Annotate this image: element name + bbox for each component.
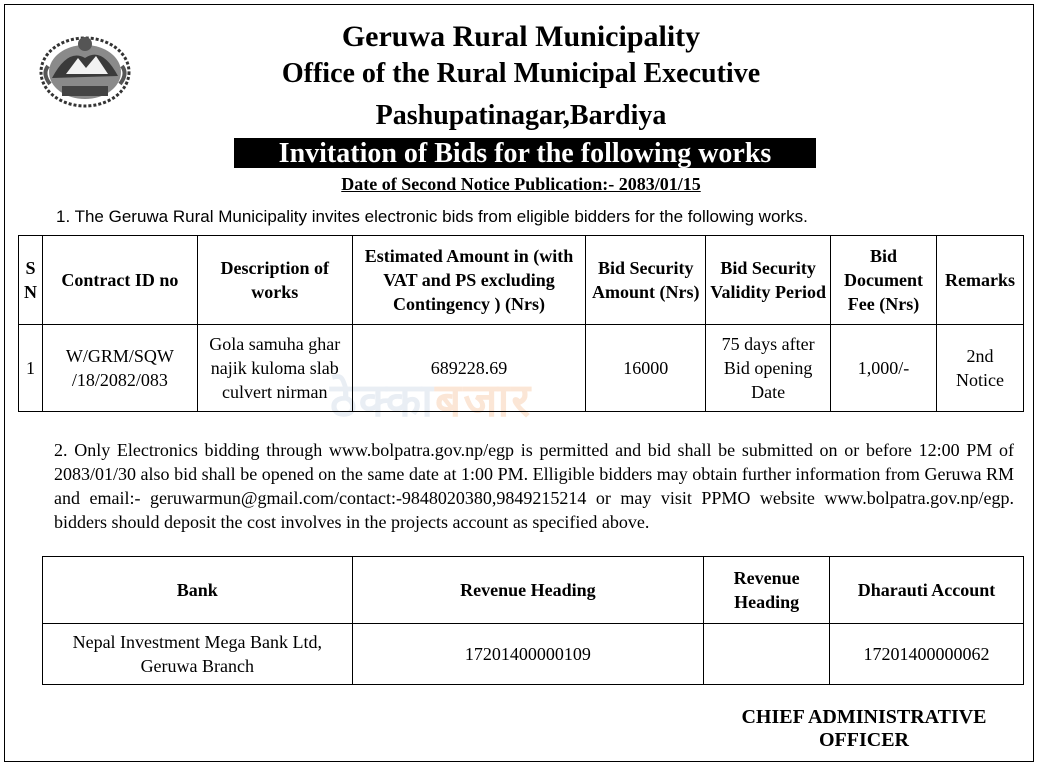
invitation-banner: Invitation of Bids for the following works — [234, 138, 816, 168]
municipality-title: Geruwa Rural Municipality — [341, 20, 701, 53]
description-cell: Gola samuha ghar najik kuloma slab culvert nirman — [197, 325, 352, 412]
contract-cell: W/GRM/SQW /18/2082/083 — [42, 325, 197, 412]
bank-name-cell: Nepal Investment Mega Bank Ltd, Geruwa Branch — [43, 624, 353, 685]
table-row — [43, 624, 1024, 685]
table-row — [19, 325, 1024, 412]
bank-table — [42, 556, 1024, 685]
bid-table — [18, 235, 1024, 412]
description-header: Description of works — [197, 236, 352, 325]
sn-cell: 1 — [19, 325, 43, 412]
contract-header: Contract ID no — [42, 236, 197, 325]
amount-header: Estimated Amount in (with VAT and PS excluding Contingency ) (Nrs) — [352, 236, 586, 325]
remarks-header: Remarks — [936, 236, 1023, 325]
signature-block — [728, 706, 1000, 752]
fee-header: Bid Document Fee (Nrs) — [831, 236, 937, 325]
amount-cell: 689228.69 — [352, 325, 586, 412]
revenue-account-cell: 17201400000109 — [352, 624, 704, 685]
bidding-instructions-paragraph: 2. Only Electronics bidding through www.bolpatra.gov.np/egp is permitted and bid shall be submitted on or before 12:00 PM of 2083/01/30 also bid shall be opened on the same date at 1:00 PM. Elligible bidders may obtain further information from Geruwa RM and email:- geruwarmun@gmail.com/contact:-9848020380,9849215214 or may visit PPMO website www.bolpatra.gov.np/egp. bidders should deposit the cost involves in the projects account as specified above. — [54, 440, 1014, 532]
security-header: Bid Security Amount (Nrs) — [586, 236, 706, 325]
security-cell: 16000 — [586, 325, 706, 412]
watermark-part1: ठेक्का — [330, 373, 436, 427]
fee-cell: 1,000/- — [831, 325, 937, 412]
sn-header: S N — [19, 236, 43, 325]
watermark-part2: बजार — [435, 373, 533, 427]
revenue-account-cell-2 — [704, 624, 830, 685]
revenue-heading-header: Revenue Heading — [352, 557, 704, 624]
validity-cell: 75 days after Bid opening Date — [706, 325, 831, 412]
signature-line-2: OFFICER — [819, 729, 909, 751]
intro-paragraph: 1. The Geruwa Rural Municipality invites electronic bids from eligible bidders for the following works. — [56, 207, 808, 226]
location-title: Pashupatinagar,Bardiya — [375, 100, 667, 131]
dharauti-account-header: Dharauti Account — [830, 557, 1024, 624]
bank-header: Bank — [43, 557, 353, 624]
bank-table-header-row — [43, 557, 1024, 624]
notice-date: Date of Second Notice Publication:- 2083/01/15 — [341, 174, 701, 194]
dharauti-account-cell: 17201400000062 — [830, 624, 1024, 685]
signature-line-1: CHIEF ADMINISTRATIVE — [741, 706, 987, 728]
remarks-cell: 2nd Notice — [936, 325, 1023, 412]
validity-header: Bid Security Validity Period — [706, 236, 831, 325]
office-title: Office of the Rural Municipal Executive — [281, 58, 761, 89]
bid-table-header-row — [19, 236, 1024, 325]
revenue-heading-header-2: Revenue Heading — [704, 557, 830, 624]
